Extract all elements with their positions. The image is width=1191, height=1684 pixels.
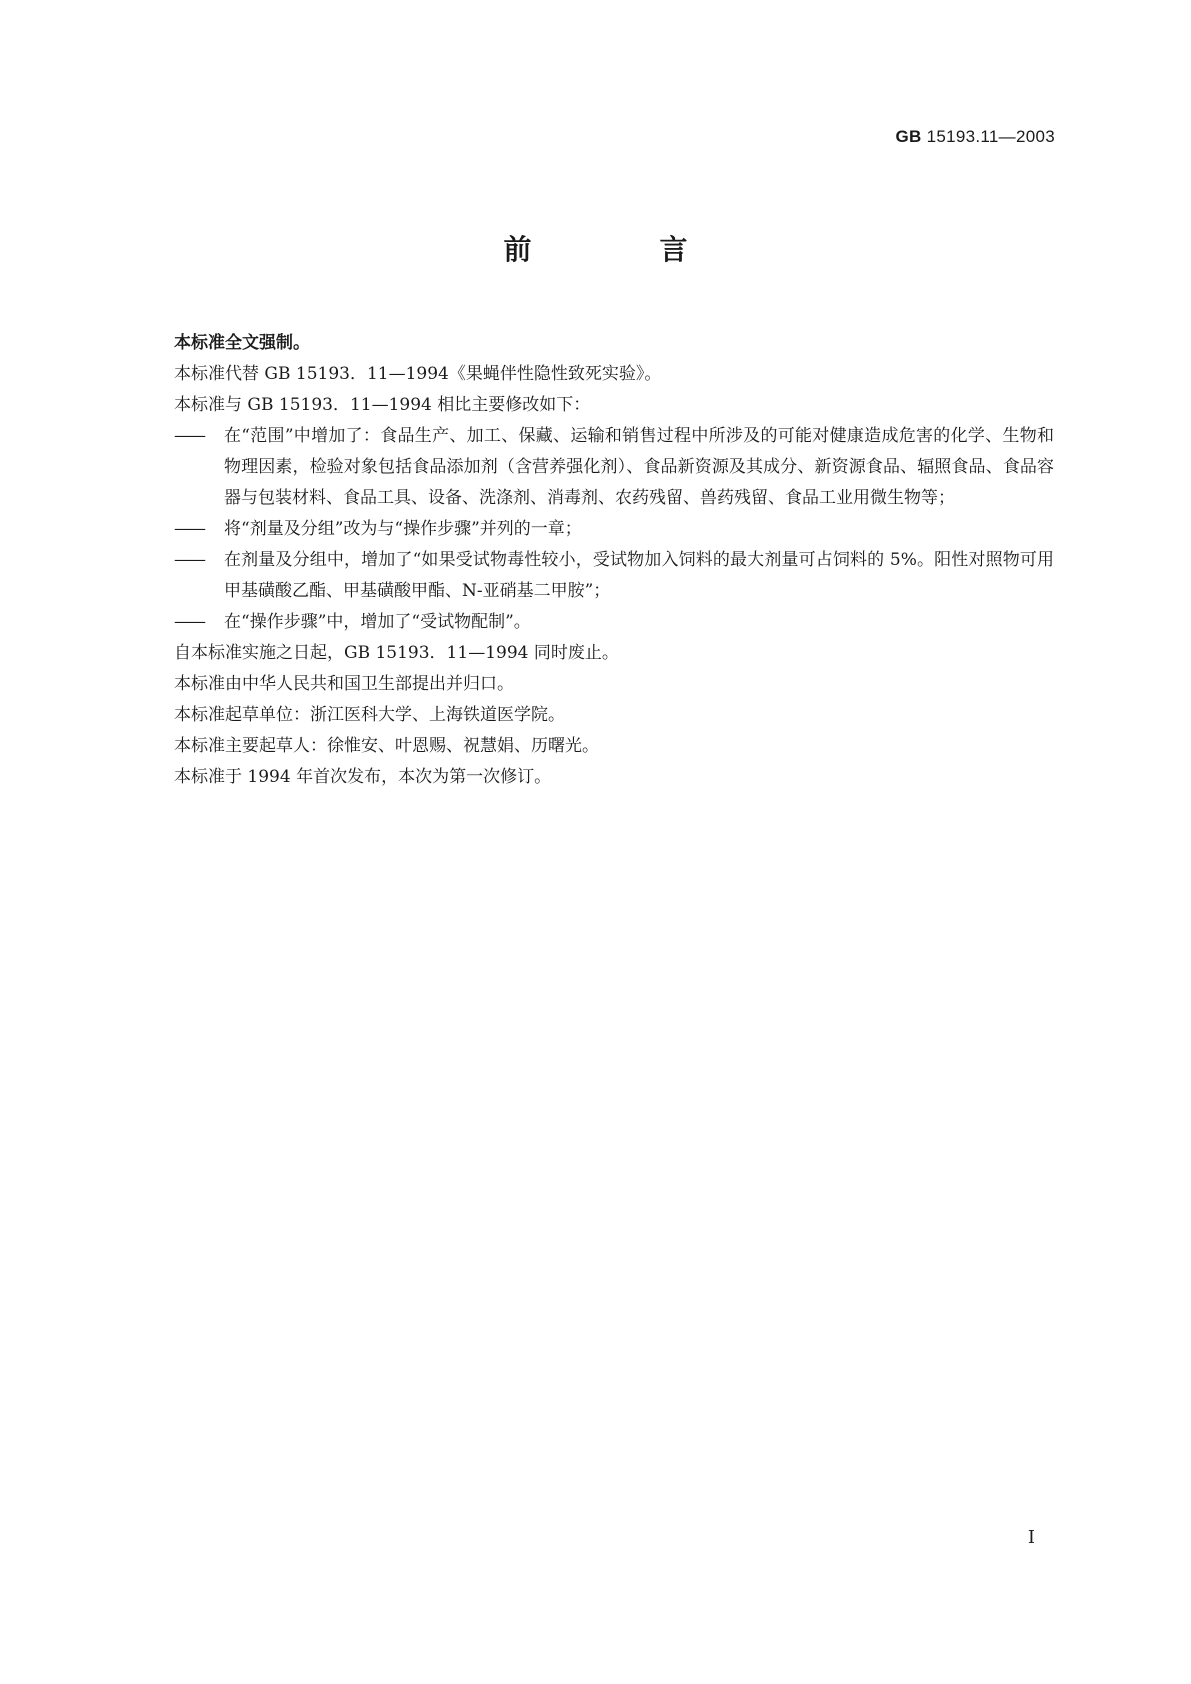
paragraph-replaces: 本标准代替 GB 15193．11—1994《果蝇伴性隐性致死实验》。 xyxy=(174,364,662,384)
change-item xyxy=(174,545,1054,607)
dash-marker: —— xyxy=(174,426,204,446)
change-item xyxy=(174,607,1054,638)
paragraph-drafting-units: 本标准起草单位：浙江医科大学、上海铁道医学院。 xyxy=(174,705,565,725)
dash-marker: —— xyxy=(174,519,204,539)
paragraph-changes-intro: 本标准与 GB 15193．11—1994 相比主要修改如下： xyxy=(174,395,591,415)
change-item-text: 在“操作步骤”中，增加了“受试物配制”。 xyxy=(224,612,531,632)
preface-body xyxy=(174,328,1054,793)
dash-marker: —— xyxy=(174,550,204,570)
standard-code: 15193.11—2003 xyxy=(926,127,1055,146)
paragraph-abolish: 自本标准实施之日起，GB 15193．11—1994 同时废止。 xyxy=(174,643,619,663)
page-title: 前 言 xyxy=(503,233,738,266)
standard-prefix: GB xyxy=(895,127,922,146)
paragraph-mandatory: 本标准全文强制。 xyxy=(174,333,310,353)
change-item xyxy=(174,514,1054,545)
change-item-text: 在剂量及分组中，增加了“如果受试物毒性较小，受试物加入饲料的最大剂量可占饲料的 5%。阳性对照物可用甲基磺酸乙酯、甲基磺酸甲酯、N-亚硝基二甲胺”； xyxy=(224,550,1054,601)
change-item-text: 将“剂量及分组”改为与“操作步骤”并列的一章； xyxy=(224,519,582,539)
standard-number xyxy=(895,127,1055,147)
paragraph-drafters: 本标准主要起草人：徐惟安、叶恩赐、祝慧娟、历曙光。 xyxy=(174,736,599,756)
paragraph-proposer: 本标准由中华人民共和国卫生部提出并归口。 xyxy=(174,674,514,694)
paragraph-history: 本标准于 1994 年首次发布，本次为第一次修订。 xyxy=(174,767,552,787)
change-item xyxy=(174,421,1054,514)
dash-marker: —— xyxy=(174,612,204,632)
change-item-text: 在“范围”中增加了：食品生产、加工、保藏、运输和销售过程中所涉及的可能对健康造成危害的化学、生物和物理因素，检验对象包括食品添加剂（含营养强化剂）、食品新资源及其成分、新资源食品、辐照食品、食品容器与包装材料、食品工具、设备、洗涤剂、消毒剂、农药残留、兽药残留、食品工业用微生物等； xyxy=(224,426,1054,508)
page-number: I xyxy=(1027,1527,1035,1548)
